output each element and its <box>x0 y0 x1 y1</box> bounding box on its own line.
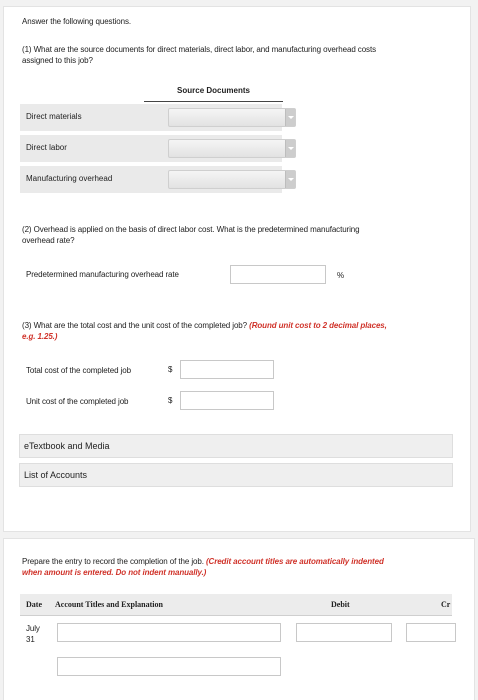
entry-instruction-line1: (Credit account titles are automatically indented <box>205 557 384 566</box>
manufacturing-overhead-select[interactable] <box>168 170 296 189</box>
credit-input-1[interactable] <box>406 623 456 642</box>
account-title-input-1[interactable] <box>57 623 281 642</box>
account-title-input-2[interactable] <box>57 657 281 676</box>
etextbook-media-link[interactable]: eTextbook and Media <box>19 434 453 458</box>
account-column-header: Account Titles and Explanation <box>55 600 163 609</box>
q3-text <box>22 320 387 331</box>
q1-text-line2: assigned to this job? <box>22 56 93 65</box>
direct-materials-row <box>20 104 282 131</box>
direct-materials-select[interactable] <box>168 108 296 127</box>
date-day: 31 <box>26 635 35 644</box>
direct-materials-label: Direct materials <box>26 112 82 121</box>
credit-column-header: Cr <box>441 600 451 609</box>
direct-labor-row <box>20 135 282 162</box>
manufacturing-overhead-label: Manufacturing overhead <box>26 174 113 183</box>
unit-cost-label: Unit cost of the completed job <box>26 397 129 406</box>
chevron-down-icon <box>285 109 295 126</box>
entry-instruction-line2: when amount is entered. Do not indent manually.) <box>22 568 207 577</box>
q3-question-line1: (3) What are the total cost and the unit cost of the completed job? <box>22 321 247 330</box>
unit-cost-input[interactable] <box>180 391 274 410</box>
date-column-header: Date <box>26 600 42 609</box>
direct-labor-label: Direct labor <box>26 143 67 152</box>
q3-instruction-line1: (Round unit cost to 2 decimal places, <box>249 321 387 330</box>
chevron-down-icon <box>285 140 295 157</box>
total-cost-input[interactable] <box>180 360 274 379</box>
q2-text-line2: overhead rate? <box>22 236 75 245</box>
entry-prompt <box>22 556 384 567</box>
overhead-rate-label: Predetermined manufacturing overhead rate <box>26 270 179 279</box>
date-month: July <box>26 624 40 633</box>
total-cost-label: Total cost of the completed job <box>26 366 131 375</box>
overhead-rate-input[interactable] <box>230 265 326 284</box>
entry-prompt-text: Prepare the entry to record the completion of the job. <box>22 557 204 566</box>
total-cost-currency: $ <box>168 365 173 374</box>
unit-cost-currency: $ <box>168 396 173 405</box>
manufacturing-overhead-row <box>20 166 282 193</box>
debit-input-1[interactable] <box>296 623 392 642</box>
q1-text-line1: (1) What are the source documents for direct materials, direct labor, and manufacturing overhead costs <box>22 45 376 54</box>
list-of-accounts-link[interactable]: List of Accounts <box>19 463 453 487</box>
chevron-down-icon <box>285 171 295 188</box>
journal-table-header <box>20 594 452 616</box>
source-documents-header: Source Documents <box>144 84 283 102</box>
q3-instruction-line2: e.g. 1.25.) <box>22 332 58 341</box>
debit-column-header: Debit <box>331 600 350 609</box>
q2-text-line1: (2) Overhead is applied on the basis of direct labor cost. What is the predetermined manufacturing <box>22 225 360 234</box>
direct-labor-select[interactable] <box>168 139 296 158</box>
intro-text: Answer the following questions. <box>22 17 131 26</box>
percent-unit: % <box>337 271 345 280</box>
